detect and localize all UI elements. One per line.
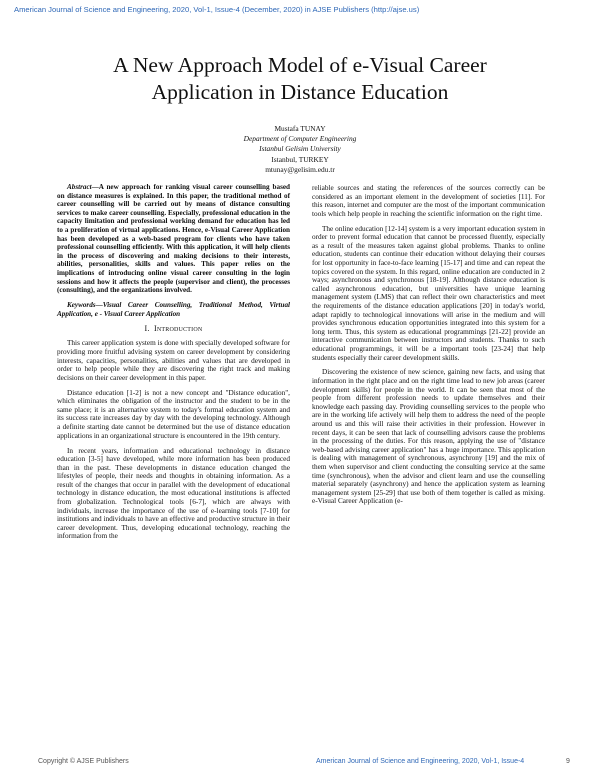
- section-number: I.: [144, 323, 150, 333]
- title-line-1: A New Approach Model of e-Visual Career: [113, 53, 487, 77]
- paragraph: reliable sources and stating the references of the sources correctly can be considered as an important element in the development of societies [11]. For this reason, internet and computer are the most of the important communication tools which help people in reaching the scientific information on the right time.: [312, 184, 545, 218]
- left-column: [57, 183, 290, 547]
- paragraph: In recent years, information and educational technology in distance education [3-5] have developed, while more information has been produced than in the past. These developments in distance education changed the lifestyles of people, their needs and thoughts in obtaining information. As a result of the changes that occur in parallel with the development of educational technology in distance education, the most educational institutions is affected from globalization. Technological tools [6-7], which are always with individuals, increase the importance of the use of e-learning tools [7-10] for institutions and individuals to have an effective and productive structure in their career development. Thus, developing educational technology, reaching the information from the: [57, 446, 290, 541]
- paragraph: The online education [12-14] system is a very important education system in order to prevent formal education that cannot be processed fluently, especially as a result of the measures taken against global problems. Thanks to online education, students can continue their education without delaying their courses for lost opportunity in face-to-face learning [15-17] and time and can repeat the topics covered on the system. In this regard, online education are conducted in 2 ways; asynchronous and synchronous [18-19]. Although distance education is called asynchronous education, but universities have unique learning management system (LMS) that can reflect their own characteristics and meet the requirements of the distance education applications [20] in today's world, adapt rapidly to technological innovations will arise in the medium and will provides synchronous education opportunities integrated into this system for a long term. Thus, this system as educational programmings [21-22] provide an interactive communication between instructors and students. Thanks to such educational programmings, it will be a important tools [23-24] that help students especially their career development skills.: [312, 224, 545, 362]
- abstract-label: Abstract: [67, 183, 92, 191]
- author-email: mtunay@gelisim.edu.tr: [265, 164, 335, 174]
- abstract: [57, 183, 290, 295]
- keywords: Keywords—Visual Career Counselling, Traditional Method, Virtual Application, e - Visual Career Application: [57, 301, 290, 318]
- section-heading: [57, 325, 290, 334]
- paragraph: This career application system is done with specially developed software for providing more fruitful advising system on career development by considering interests, capacities, personalities, abilities and values that are developed in order to help people while they are discovering the right track and making decisions on their career development in this paper.: [57, 339, 290, 382]
- paper-title: [40, 52, 560, 106]
- title-line-2: Application in Distance Education: [151, 80, 449, 104]
- author-block: [150, 124, 450, 175]
- paragraph: Discovering the existence of new science, gaining new facts, and using that information in the right place and on the right time lead to new job areas (career development skills) for people in the world. It can be seen that most of the people from different profession needs to update themselves and their knowledge each passing day. Providing counselling services to the people who are in the working life actively will help them to address the need of the people around us and this will raise their activities in their profession. However in recent days, it can be seen that lack of counselling advisors cause the problems in the processing of the duties. For this reason, applying the use of "distance web-based advising career application" has a huge importance. This application is dealing with management of synchronous, asynchrony [19] and the mix of them when supervisor and client conducting the consulting service at the same time (synchronous), when the advisor and client learn and use the counselling material separately (asynchrony) and hence the application system as learning management system [25-29] that use both of them together is called as mixing. e-Visual Career Application (e-: [312, 368, 545, 506]
- journal-header: American Journal of Science and Engineering, 2020, Vol-1, Issue-4 (December, 2020) in AJSE Publishers (http://ajse.us): [14, 5, 420, 14]
- abstract-text: —A new approach for ranking visual career counselling based on distance measures is explained. In this paper, the traditional method of career counselling will be carried out by means of distance consulting services to make career counselling. Especially, professional education in the capacity limitation and professional working demand for education has led to a proliferation of virtual applications. Hence, e-Visual Career Application has been developed as a web-based program for clients who have taken professional counselling efficiently. With this application, it will help clients in the process of discovering and making decisions to their interests, abilities, personalities, skills and values. This paper relies on the implications of introducing online visual career consulting in the login sessions and how it affects the people (supervisor and client), the processes (consulting), and the organizations involved.: [57, 183, 290, 295]
- footer-journal: American Journal of Science and Engineering, 2020, Vol-1, Issue-4: [316, 758, 525, 765]
- author-name: Mustafa TUNAY: [274, 124, 326, 133]
- page-number: 9: [566, 758, 570, 765]
- right-column: [312, 184, 545, 512]
- author-university: Istanbul Gelisim University: [259, 144, 341, 154]
- paragraph: Distance education [1-2] is not a new concept and "Distance education", which eliminates the obligation of the instructor and the student to be in the same place; it is an alternative system to today's formal education system and its success rate increases day by day with the developing technology. Although a definite starting date cannot be determined but the use of distance education applications in an organizational structure is encountered in the 19th century.: [57, 388, 290, 440]
- author-department: Department of Computer Engineering: [243, 134, 357, 144]
- section-title: Introduction: [154, 323, 203, 333]
- author-location: Istanbul, TURKEY: [271, 154, 329, 164]
- footer-copyright: Copyright © AJSE Publishers: [38, 758, 129, 765]
